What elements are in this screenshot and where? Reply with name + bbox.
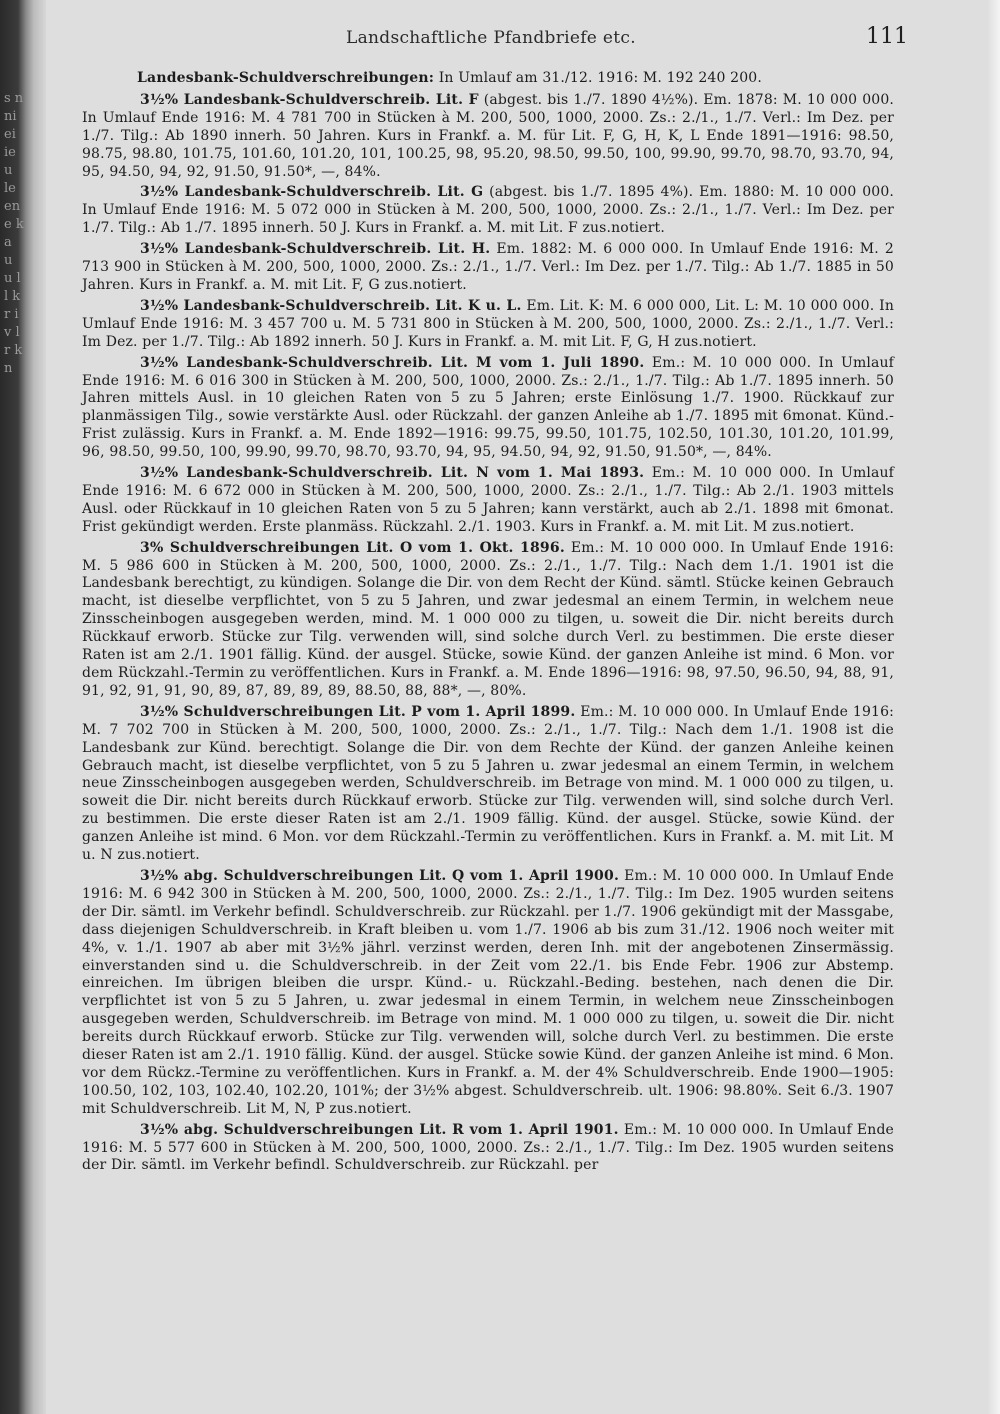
- entry-body: Em.: M. 10 000 000. In Umlauf Ende 1916: M. 5 577 600 in Stücken à M. 200, 500, 1000, 2000. Zs.: 2./1., 1./7. Tilg.: Im Dez. 1905 wurden seitens der Dir. sämtl. im Verkehr befindl. Schuldverschreib. zur Rückzahl. per: [82, 1121, 894, 1174]
- page-header: [46, 24, 1000, 54]
- entry-body: Em.: M. 10 000 000. In Umlauf Ende 1916: M. 6 016 300 in Stücken à M. 200, 500, 1000, 2000. Zs.: 2./1., 1./7. Tilg.: Ab 1./7. 1895 innerh. 50 Jahren mittels Ausl. in 10 gleichen Raten von 5 zu 5 Jahren; erste Einlösung 1./7. 1900. Rückkauf zur planmässigen Tilg., sowie verstärkte Ausl. oder Rückzahl. der ganzen Anleihe ab 1./7. 1895 mit 6monat. Künd.-Frist zulässig. Kurs in Frankf. a. M. Ende 1892—1916: 99.75, 99.50, 101.75, 102.50, 101.30, 101.20, 101.99, 96, 98.50, 99.50, 100, 99.90, 99.70, 98.70, 93.70, 94, 95, 94.50, 94, 92, 91.50, 91.50*, —, 84%.: [82, 354, 894, 461]
- running-title: Landschaftliche Pfandbriefe etc.: [346, 28, 636, 48]
- entry-body: Em.: M. 10 000 000. In Umlauf Ende 1916: M. 6 672 000 in Stücken à M. 200, 500, 1000, 2000. Zs.: 2./1., 1./7. Tilg.: Ab 2./1. 1903 mittels Ausl. oder Rückkauf in 10 gleichen Raten von 5 zu 5 Jahren; kann verstärkt, auch ab 2./1. 1898 mit 6monat. Frist gekündigt werden. Erste planmäss. Rückzahl. 2./1. 1903. Kurs in Frankf. a. M. mit Lit. M zus.notiert.: [82, 465, 894, 535]
- entry-lit-h: [82, 241, 894, 295]
- entry-heading: 3½% Landesbank-Schuldverschreib. Lit. N vom 1. Mai 1893.: [140, 465, 645, 482]
- entry-heading: 3% Schuldverschreibungen Lit. O vom 1. Okt. 1896.: [140, 539, 565, 556]
- entry-heading: 3½% Landesbank-Schuldverschreib. Lit. G: [140, 184, 484, 201]
- entry-lit-f: [82, 92, 894, 182]
- intro-text: In Umlauf am 31./12. 1916: M. 192 240 200.: [434, 70, 762, 86]
- entry-body: Em.: M. 10 000 000. In Umlauf Ende 1916: M. 5 986 600 in Stücken à M. 200, 500, 1000, 2000. Zs.: 2./1., 1./7. Tilg.: Nach dem 1./1. 1901 ist die Landesbank berechtigt, zu kündigen. Solange die Dir. von dem Recht der Künd. sämtl. Stücke keinen Gebrauch macht, ist dieselbe verpflichtet, von 5 zu 5 Jahren, und zwar jedesmal an einem Termin, in welchem neue Zinsscheinbogen ausgegeben werden, mind. M. 1 000 000 zu tilgen, u. soweit die Dir. nicht bereits durch Rückkauf erworb. Stücke zur Tilg. verwenden will, sind solche durch Verl. zu bestimmen. Die erste dieser Raten ist am 2./1. 1901 fällig. Künd. der ausgel. Stücke, sowie Künd. der ganzen Anleihe ist mind. 6 Mon. vor dem Rückzahl.-Termin zu veröffentlichen. Kurs in Frankf. a. M. Ende 1896—1916: 98, 97.50, 96.50, 94, 88, 91, 91, 92, 91, 91, 90, 89, 87, 89, 89, 89, 88.50, 88, 88*, —, 80%.: [82, 539, 894, 699]
- document-page: [46, 0, 1000, 1414]
- entry-heading: 3½% abg. Schuldverschreibungen Lit. Q vom 1. April 1900.: [140, 867, 620, 884]
- entry-lit-m: [82, 355, 894, 462]
- page-right-edge: [986, 0, 1000, 1414]
- intro-paragraph: [137, 70, 894, 88]
- entry-lit-r: [82, 1122, 894, 1176]
- entry-lit-q: [82, 868, 894, 1119]
- entry-heading: 3½% Landesbank-Schuldverschreib. Lit. K u. L.: [140, 297, 522, 314]
- entry-heading: 3½% abg. Schuldverschreibungen Lit. R vom 1. April 1901.: [140, 1121, 619, 1138]
- entry-heading: 3½% Landesbank-Schuldverschreib. Lit. F: [140, 91, 479, 108]
- entry-body: Em.: M. 10 000 000. In Umlauf Ende 1916: M. 6 942 300 in Stücken à M. 200, 500, 1000, 2000. Zs.: 2./1., 1./7. Tilg.: Im Dez. 1905 wurden seitens der Dir. sämtl. im Verkehr befindl. Schuldverschreib. zur Rückzahl. per 1./7. 1906 gekündigt mit der Massgabe, dass diejenigen Schuldverschreib. in Kraft bleiben u. vom 1./7. 1906 ab bis zum 31./12. 1906 noch weiter mit 4%, v. 1./1. 1907 ab aber mit 3½% jährl. verzinst werden, deren Inh. mit der angebotenen Zinsermässig. einverstanden sind u. die Schuldverschreib. in der Zeit vom 22./1. bis Ende Febr. 1906 zur Abstemp. einreichen. Im übrigen bleiben die urspr. Künd.- u. Rückzahl.-Beding. bestehen, nach denen die Dir. verpflichtet ist von 5 zu 5 Jahren, u. zwar jedesmal in einem Termin, in welchem neue Zinsscheinbogen ausgegeben werden, Schuldverschreib. im Betrage von mind. M. 1 000 000 zu tilgen, u. soweit die Dir. nicht bereits durch Rückkauf erworb. Stücke zur Tilg. verwenden will, solche durch Verl. zu bestimmen. Die erste dieser Raten ist am 2./1. 1910 fällig. Künd. der ausgel. Stücke sowie Künd. der ganzen Anleihe ist mind. 6 Mon. vor dem Rückz.-Termine zu veröffentlichen. Kurs in Frankf. a. M. der 4% Schuldverschreib. Ende 1900—1905: 100.50, 102, 103, 102.40, 102.20, 101%; der 3½% abgest. Schuldverschreib. ult. 1906: 98.80%. Seit 6./3. 1907 mit Schuldverschreib. Lit M, N, P zus.notiert.: [82, 867, 894, 1117]
- entry-lit-k-l: [82, 298, 894, 352]
- entry-lit-n: [82, 465, 894, 537]
- entry-lit-g: [82, 184, 894, 238]
- entry-lit-p: [82, 704, 894, 865]
- entry-body: Em. Lit. K: M. 6 000 000, Lit. L: M. 10 000 000. In Umlauf Ende 1916: M. 3 457 700 u. M. 5 731 800 in Stücken à M. 200, 500, 1000, 2000. Zs.: 2./1., 1./7. Verl.: Im Dez. per 1./7. Tilg.: Ab 1892 innerh. 50 J. Kurs in Frankf. a. M. mit Lit. F, G, H zus.notiert.: [82, 297, 894, 350]
- entry-heading: 3½% Landesbank-Schuldverschreib. Lit. M vom 1. Juli 1890.: [140, 354, 645, 371]
- entry-body: Em.: M. 10 000 000. In Umlauf Ende 1916: M. 7 702 700 in Stücken à M. 200, 500, 1000, 2000. Zs.: 2./1., 1./7. Tilg.: Nach dem 1./1. 1908 ist die Landesbank zur Künd. berechtigt. Solange die Dir. von dem Rechte der Künd. der ganzen Anleihe keinen Gebrauch macht, ist dieselbe verpflichtet, von 5 zu 5 Jahren u. zwar jedesmal an einem Termin, in welchem neue Zinsscheinbogen ausgegeben werden, Schuldverschreib. im Betrage von mind. M. 1 000 000 zu tilgen, u. soweit die Dir. nicht bereits durch Rückkauf erworb. Stücke zur Tilg. verwenden will, sind solche durch Verl. zu bestimmen. Die erste dieser Raten ist am 2./1. 1909 fällig. Künd. der ausgel. Stücke, sowie Künd. der ganzen Anleihe ist mind. 6 Mon. vor dem Rückzahl.-Termin zu veröffentlichen. Kurs in Frankf. a. M. mit Lit. M u. N zus.notiert.: [82, 703, 894, 864]
- margin-fragments: s n ni ei ie u le en e k a u u l l k r i v l r k n: [4, 91, 24, 376]
- page-body: [82, 70, 894, 1178]
- intro-heading: Landesbank-Schuldverschreibungen:: [137, 70, 435, 86]
- page-number: 111: [866, 24, 908, 49]
- entry-lit-o: [82, 540, 894, 701]
- entry-body: Em. 1882: M. 6 000 000. In Umlauf Ende 1916: M. 2 713 900 in Stücken à M. 200, 500, 1000, 2000. Zs.: 2./1., 1./7. Verl.: Im Dez. per 1./7. Tilg.: Ab 1./7. 1885 in 50 Jahren. Kurs in Frankf. a. M. mit Lit. F, G zus.notiert.: [82, 241, 894, 293]
- entry-body: (abgest. bis 1./7. 1895 4%). Em. 1880: M. 10 000 000. In Umlauf Ende 1916: M. 5 072 000 in Stücken à M. 200, 500, 1000, 2000. Zs.: 2./1., 1./7. Verl.: Im Dez. per 1./7. Tilg.: Ab 1./7. 1895 innerh. 50 J. Kurs in Frankf. a. M. mit Lit. F zus.notiert.: [82, 184, 894, 237]
- scan-binding-edge: [0, 0, 46, 1414]
- entry-body: (abgest. bis 1./7. 1890 4½%). Em. 1878: M. 10 000 000. In Umlauf Ende 1916: M. 4 781 700 in Stücken à M. 200, 500, 1000, 2000. Zs.: 2./1., 1./7. Verl.: Im Dez. per 1./7. Tilg.: Ab 1890 innerh. 50 Jahren. Kurs in Frankf. a. M. für Lit. F, G, H, K, L Ende 1891—1916: 98.50, 98.75, 98.80, 101.75, 101.60, 101.20, 101, 100.25, 98, 95.20, 98.50, 99.50, 100, 99.90, 99.70, 98.70, 93.70, 94, 95, 94.50, 94, 92, 91.50, 91.50*, —, 84%.: [82, 91, 894, 180]
- entry-heading: 3½% Landesbank-Schuldverschreib. Lit. H.: [140, 241, 491, 258]
- entry-heading: 3½% Schuldverschreibungen Lit. P vom 1. April 1899.: [140, 703, 576, 720]
